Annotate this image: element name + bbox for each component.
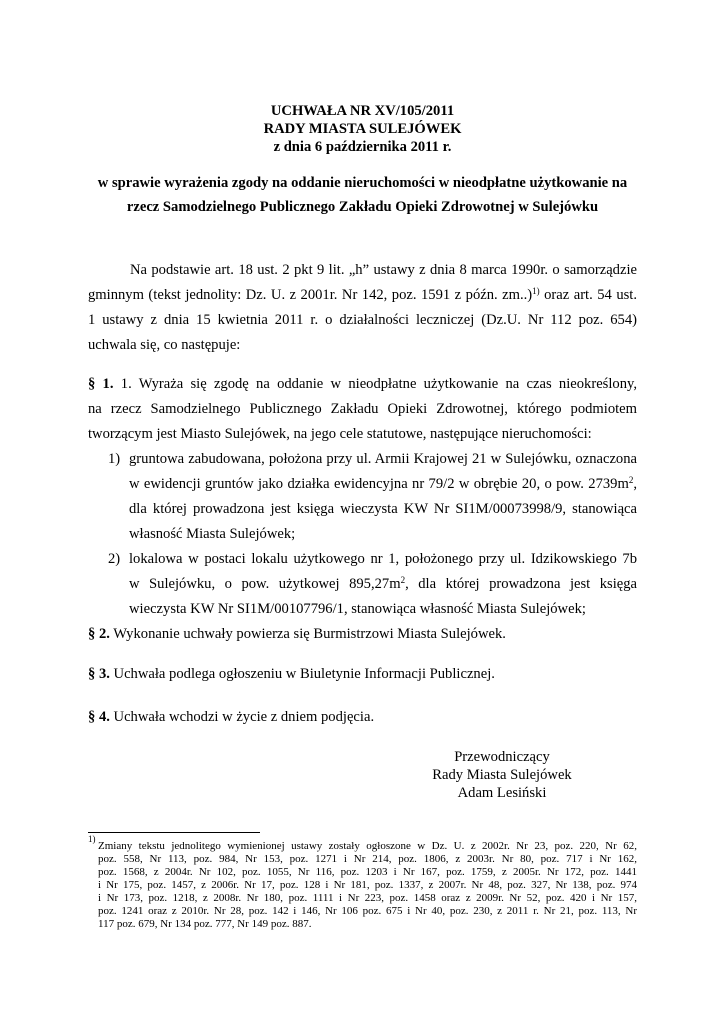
item-1-line-1: gruntowa zabudowana, położona przy ul. Armii Krajowej 21 w Sulejówku, oznaczona [129,451,637,467]
resolution-title: UCHWAŁA NR XV/105/2011 [270,103,455,119]
section-2-mark: § 2. [88,626,110,642]
subject-line-1: w sprawie wyrażenia zgody na oddanie nieruchomości w nieodpłatne użytkowanie na [97,175,628,191]
resolution-date: z dnia 6 października 2011 r. [273,139,452,155]
section-1-line-3: tworzącym jest Miasto Sulejówek, na jego cele statutowe, następujące nieruchomości: [88,426,592,442]
preamble-line-3: 1 ustawy z dnia 15 kwietnia 2011 r. o działalności leczniczej (Dz.U. Nr 112 poz. 654) [88,312,637,328]
item-2-line-2 [129,575,637,593]
preamble-line-2 [88,286,637,304]
item-1-line-2-rest: , [633,476,637,492]
preamble-line-2-rest: oraz art. 54 ust. [539,287,637,303]
footnote-mark-text: 1) [88,834,96,844]
footnote-line-5: i Nr 173, poz. 1218, z 2008r. Nr 180, poz. 1111 i Nr 223, poz. 1458 oraz z 2009r. Nr 52, poz. 420 i Nr 157, [98,892,637,904]
preamble-line-1: Na podstawie art. 18 ust. 2 pkt 9 lit. „h” ustawy z dnia 8 marca 1990r. o samorządzie [130,262,637,278]
item-2-line-2-text: w Sulejówku, o pow. użytkowej 895,27m [129,576,401,592]
item-2-line-3: wieczysta KW Nr SI1M/00107796/1, stanowiąca własność Miasta Sulejówek; [129,601,586,617]
item-2-area-superscript: 2 [400,575,406,585]
preamble-line-4: uchwala się, co następuje: [88,337,241,353]
section-3 [88,665,495,683]
footnote-line-1: Zmiany tekstu jednolitego wymienionej ustawy zostały ogłoszone w Dz. U. z 2002r. Nr 23, poz. 220, Nr 62, [98,840,637,852]
item-2-line-2-rest: , dla której prowadzona jest księga [405,576,638,592]
item-1-line-2-text: w ewidencji gruntów jako działka ewidencyjna nr 79/2 w obrębie 20, o pow. 2739m [129,476,629,492]
section-1-mark: § 1. [88,376,114,392]
footnote-separator [88,832,260,833]
item-2-number: 2) [108,551,121,567]
section-1-line-1 [88,375,637,393]
section-4-text: Uchwała wchodzi w życie z dniem podjęcia. [109,709,375,725]
preamble-line-2-text: gminnym (tekst jednolity: Dz. U. z 2001r. Nr 142, poz. 1591 z późn. zm..) [88,287,533,303]
footnote-mark [88,834,96,851]
footnote-line-3: poz. 1568, z 2004r. Nr 102, poz. 1055, Nr 116, poz. 1203 i Nr 167, poz. 1759, z 2005r. Nr 172, poz. 1441 [98,866,637,878]
item-1-number: 1) [108,451,121,467]
item-1-line-2 [129,475,637,493]
section-1-text: 1. Wyraża się zgodę na oddanie w nieodpłatne użytkowanie na czas nieokreślony, [113,376,638,392]
item-1-line-3: dla której prowadzona jest księga wieczysta KW Nr SI1M/00073998/9, stanowiąca [129,501,637,517]
footnote-line-2: poz. 558, Nr 113, poz. 984, Nr 153, poz. 1271 i Nr 214, poz. 1806, z 2003r. Nr 80, poz. 717 i Nr 162, [98,853,637,865]
section-3-mark: § 3. [88,666,110,682]
item-1-area-superscript: 2 [628,475,634,485]
item-2-line-1: lokalowa w postaci lokalu użytkowego nr 1, położonego przy ul. Idzikowskiego 7b [129,551,637,567]
signature-name: Adam Lesiński [457,785,547,801]
signature-council: Rady Miasta Sulejówek [432,767,572,783]
section-2-text: Wykonanie uchwały powierza się Burmistrzowi Miasta Sulejówek. [109,626,506,642]
footnote-line-6: poz. 1241 oraz z 2010r. Nr 28, poz. 142 i 146, Nr 106 poz. 675 i Nr 40, poz. 230, z 2011 r. Nr 21, poz. 113, Nr [98,905,637,917]
footnote-line-4: i Nr 175, poz. 1457, z 2006r. Nr 17, poz. 128 i Nr 181, poz. 1337, z 2007r. Nr 48, poz. 327, Nr 138, poz. 974 [98,879,637,891]
subject-line-2: rzecz Samodzielnego Publicznego Zakładu Opieki Zdrowotnej w Sulejówku [126,199,599,215]
item-1-line-4: własność Miasta Sulejówek; [129,526,296,542]
footnote-line-7: 117 poz. 679, Nr 134 poz. 777, Nr 149 poz. 887. [98,918,312,930]
section-3-text: Uchwała podlega ogłoszeniu w Biuletynie Informacji Publicznej. [109,666,495,682]
council-name: RADY MIASTA SULEJÓWEK [263,121,462,137]
section-4 [88,708,374,726]
section-2 [88,625,506,643]
signature-role: Przewodniczący [454,749,550,765]
section-1-line-2: na rzecz Samodzielnego Publicznego Zakładu Opieki Zdrowotnej, którego podmiotem [88,401,637,417]
footnote-reference: 1) [532,286,540,296]
section-4-mark: § 4. [88,709,110,725]
